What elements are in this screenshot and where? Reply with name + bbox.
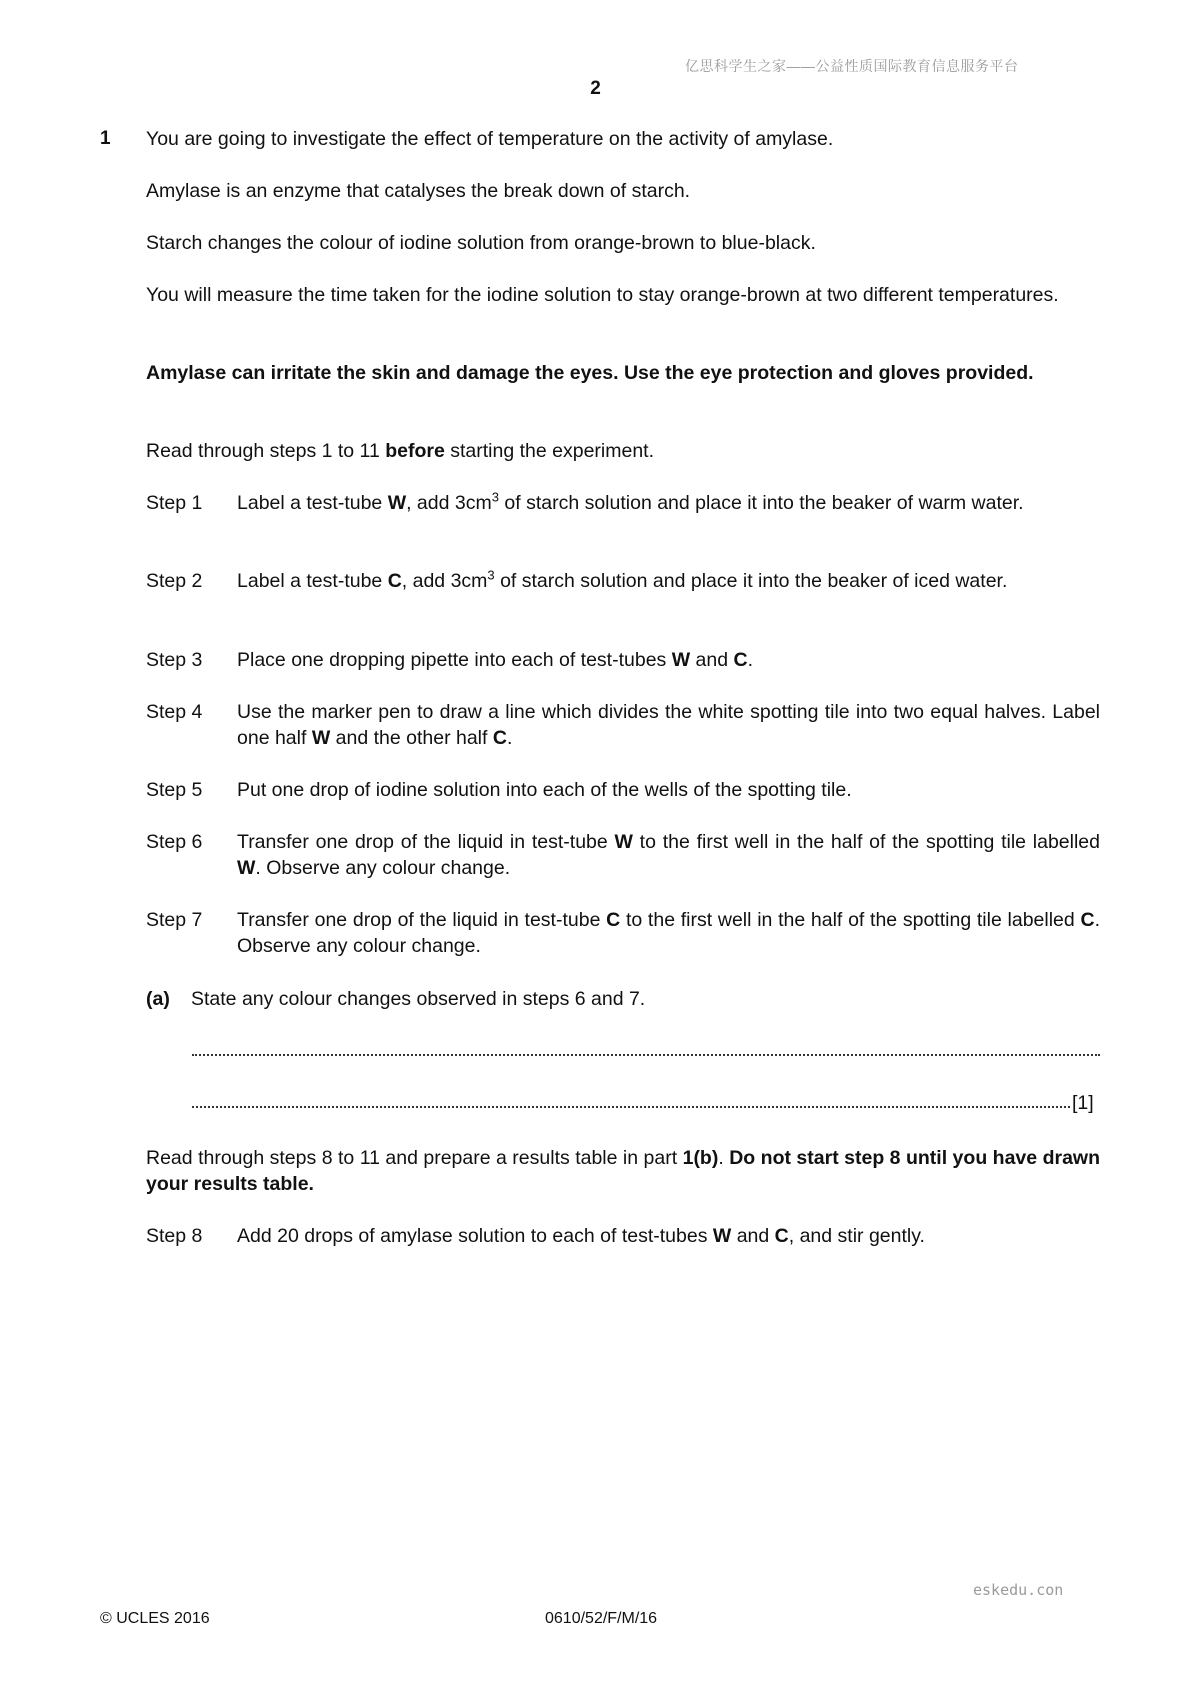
- paragraph-starch: Starch changes the colour of iodine solution from orange-brown to blue-black.: [146, 232, 816, 254]
- read-through-instruction: [146, 438, 1100, 464]
- step-8-post: , and stir gently.: [788, 1225, 925, 1247]
- step-2-pre: Label a test-tube: [237, 570, 388, 592]
- answer-line-1[interactable]: [192, 1050, 1100, 1056]
- step-4-half-w: W: [311, 727, 331, 749]
- step-6-tube: W: [614, 831, 633, 853]
- step-3-label: Step 3: [146, 649, 203, 671]
- part-a-marks: [1]: [1072, 1092, 1094, 1114]
- step-2-tube: C: [387, 570, 402, 592]
- step-7-post: . Observe any colour change.: [237, 909, 1100, 957]
- step-3-text: [237, 647, 1100, 673]
- step-7-mid: to the first well in the half of the spotting tile labelled: [620, 909, 1081, 931]
- step-2-label: Step 2: [146, 570, 203, 592]
- question-number: 1: [100, 128, 111, 149]
- step-3-mid: and: [690, 649, 734, 671]
- step-8-mid: and: [731, 1225, 775, 1247]
- answer-line-2[interactable]: [192, 1102, 1070, 1108]
- paper-code: 0610/52/F/M/16: [545, 1610, 658, 1627]
- step-2-text: [237, 568, 1100, 594]
- read-8-11-dot: .: [718, 1147, 730, 1169]
- read-through-post: starting the experiment.: [444, 440, 655, 462]
- page-number: 2: [590, 78, 601, 99]
- watermark-header: 亿思科学生之家——公益性质国际教育信息服务平台: [685, 58, 1019, 74]
- step-1-mid: , add 3cm: [406, 492, 492, 514]
- step-5-text: Put one drop of iodine solution into each of the wells of the spotting tile.: [237, 779, 852, 801]
- step-1-label: Step 1: [146, 492, 203, 514]
- copyright: © UCLES 2016: [100, 1610, 210, 1627]
- step-4-half-c: C: [492, 727, 507, 749]
- step-1-text: [237, 490, 1100, 516]
- step-2-sup: 3: [487, 567, 495, 583]
- step-7-pre: Transfer one drop of the liquid in test-tube: [237, 909, 607, 931]
- question-intro: You are going to investigate the effect of temperature on the activity of amylase.: [146, 128, 834, 150]
- step-1-tube: W: [387, 492, 407, 514]
- read-8-11-pre: Read through steps 8 to 11 and prepare a results table in part: [146, 1147, 683, 1169]
- step-3-pre: Place one dropping pipette into each of test-tubes: [237, 649, 672, 671]
- read-8-11-bold: Do not start step 8 until you have drawn your results table.: [146, 1147, 1100, 1195]
- paragraph-measure: You will measure the time taken for the iodine solution to stay orange-brown at two different temperatures.: [146, 284, 1059, 306]
- step-8-pre: Add 20 drops of amylase solution to each of test-tubes: [237, 1225, 713, 1247]
- step-3-post: .: [747, 649, 754, 671]
- step-6-pre: Transfer one drop of the liquid in test-tube: [237, 831, 615, 853]
- paragraph-amylase: Amylase is an enzyme that catalyses the break down of starch.: [146, 180, 691, 202]
- step-7-tube: C: [606, 909, 621, 931]
- step-5-label: Step 5: [146, 779, 203, 801]
- step-8-text: [237, 1223, 1100, 1249]
- part-a-label: (a): [146, 988, 170, 1010]
- step-1-post: of starch solution and place it into the beaker of warm water.: [498, 492, 1024, 514]
- step-1-pre: Label a test-tube: [237, 492, 388, 514]
- read-steps-8-11: [146, 1145, 1100, 1197]
- step-6-post: . Observe any colour change.: [255, 857, 511, 879]
- step-8-label: Step 8: [146, 1225, 203, 1247]
- watermark-footer: eskedu.con: [973, 1581, 1064, 1599]
- read-through-pre: Read through steps 1 to 11: [146, 440, 386, 462]
- step-1-sup: 3: [491, 489, 499, 505]
- part-a-question: State any colour changes observed in steps 6 and 7.: [191, 988, 646, 1010]
- step-7-half: C: [1080, 909, 1095, 931]
- step-6-half: W: [237, 857, 256, 879]
- step-6-label: Step 6: [146, 831, 203, 853]
- step-8-tube-c: C: [774, 1225, 789, 1247]
- step-3-tube-c: C: [733, 649, 748, 671]
- step-2-mid: , add 3cm: [401, 570, 488, 592]
- step-4-text: [237, 699, 1100, 751]
- step-4-mid: and the other half: [330, 727, 493, 749]
- read-through-bold: before: [385, 440, 445, 462]
- step-7-label: Step 7: [146, 909, 203, 931]
- step-8-tube-w: W: [712, 1225, 732, 1247]
- safety-warning: Amylase can irritate the skin and damage the eyes. Use the eye protection and gloves provided.: [146, 362, 1034, 384]
- step-3-tube-w: W: [671, 649, 691, 671]
- step-6-text: [237, 829, 1100, 881]
- step-6-mid: to the first well in the half of the spotting tile labelled: [632, 831, 1100, 853]
- step-4-post: .: [506, 727, 513, 749]
- step-4-label: Step 4: [146, 701, 203, 723]
- step-7-text: [237, 907, 1100, 959]
- step-2-post: of starch solution and place it into the beaker of iced water.: [494, 570, 1008, 592]
- step-4-pre: Use the marker pen to draw a line which divides the white spotting tile into two equal halves. Label one half: [237, 701, 1100, 749]
- read-8-11-ref: 1(b): [682, 1147, 719, 1169]
